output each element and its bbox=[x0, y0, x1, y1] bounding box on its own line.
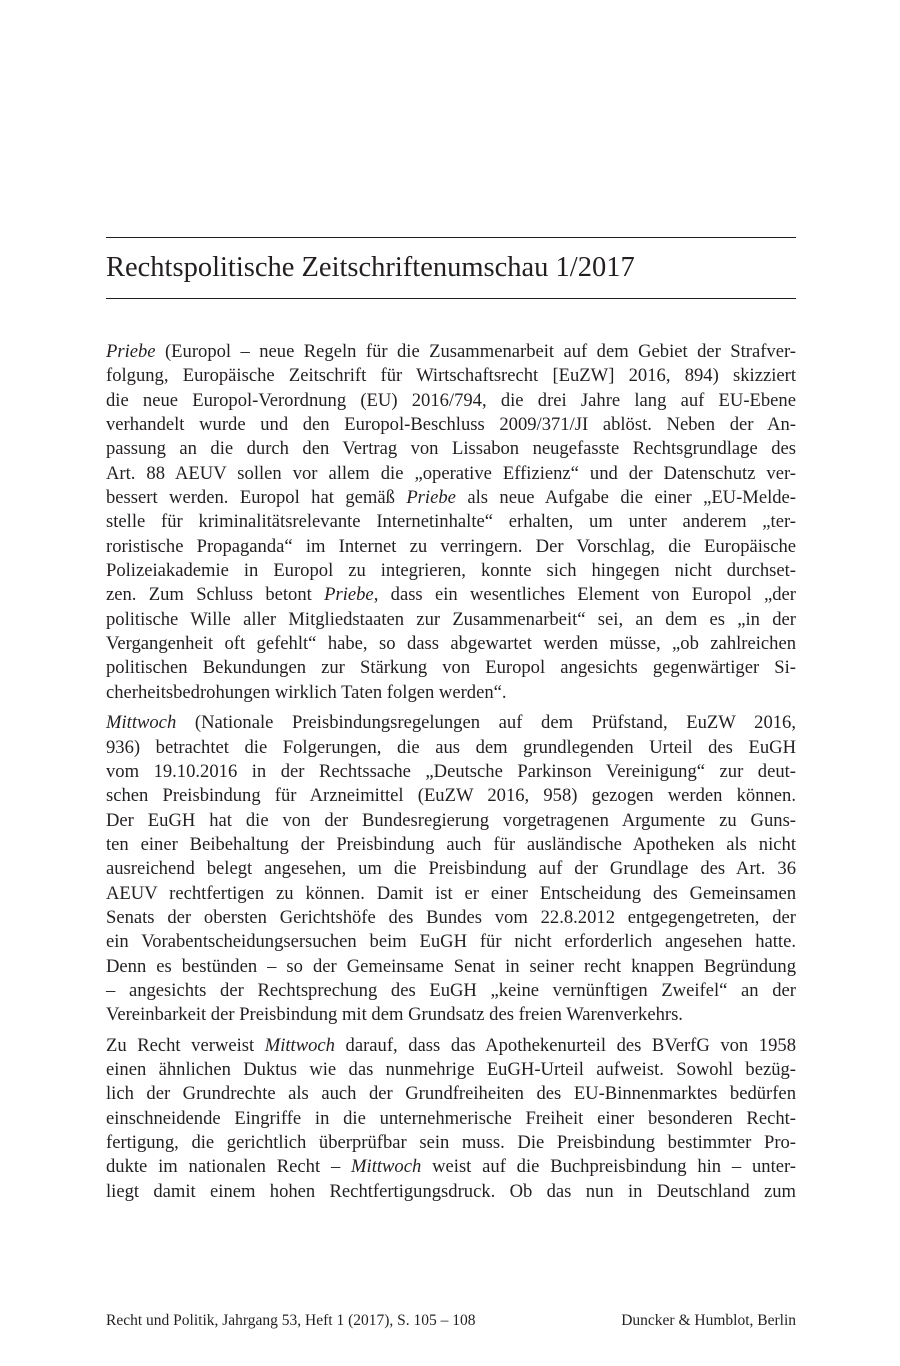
text-line bbox=[106, 510, 796, 534]
text-run: Polizeiakademie in Europol zu integrieren, konnte sich hingegen nicht durchset- bbox=[106, 560, 796, 582]
text-line bbox=[106, 1131, 796, 1155]
text-line bbox=[106, 711, 796, 735]
text-run: die neue Europol-Verordnung (EU) 2016/794, die drei Jahre lang auf EU-Ebene bbox=[106, 389, 796, 411]
paragraph-2 bbox=[106, 711, 796, 1027]
text-run: liegt damit einem hohen Rechtfertigungsdruck. Ob das nun in Deutschland zum bbox=[106, 1180, 796, 1202]
title-bottom-rule bbox=[106, 298, 796, 299]
text-run: – angesichts der Rechtsprechung des EuGH „keine vernünftigen Zweifel“ an der bbox=[106, 979, 796, 1001]
text-run: roristische Propaganda“ im Internet zu verringern. Der Vorschlag, die Europäische bbox=[106, 535, 796, 557]
text-run: als neue Aufgabe die einer „EU-Melde- bbox=[455, 487, 796, 509]
title-top-rule bbox=[106, 237, 796, 238]
text-run: politischen Bekundungen zur Stärkung von Europol angesichts gegenwärtiger Si- bbox=[106, 657, 796, 679]
text-line bbox=[106, 857, 796, 881]
text-run: Denn es bestünden – so der Gemeinsame Senat in seiner recht knappen Begründung bbox=[106, 955, 796, 977]
text-run: stelle für kriminalitätsrelevante Internetinhalte“ erhalten, um unter anderem „ter- bbox=[106, 511, 796, 533]
text-run: cherheitsbedrohungen wirklich Taten folgen werden“. bbox=[106, 681, 507, 703]
text-run: passung an die durch den Vertrag von Lissabon neugefasste Rechtsgrundlage des bbox=[106, 438, 796, 460]
text-line bbox=[106, 1155, 796, 1179]
text-run: schen Preisbindung für Arzneimittel (EuZW 2016, 958) gezogen werden können. bbox=[106, 785, 796, 807]
text-run: ten einer Beibehaltung der Preisbindung auch für ausländische Apotheken als nicht bbox=[106, 833, 796, 855]
text-line bbox=[106, 364, 796, 388]
text-line bbox=[106, 1180, 796, 1204]
text-run: Art. 88 AEUV sollen vor allem die „operative Effizienz“ und der Datenschutz ver- bbox=[106, 462, 796, 484]
text-line bbox=[106, 681, 796, 705]
author-name: Mittwoch bbox=[106, 712, 177, 734]
text-run: zen. Zum Schluss betont bbox=[106, 584, 325, 606]
text-line bbox=[106, 486, 796, 510]
text-line bbox=[106, 736, 796, 760]
text-run: Vergangenheit oft gefehlt“ habe, so dass abgewartet werden müsse, „ob zahlreichen bbox=[106, 633, 796, 655]
text-line bbox=[106, 462, 796, 486]
text-line bbox=[106, 1058, 796, 1082]
text-line bbox=[106, 632, 796, 656]
text-line bbox=[106, 1034, 796, 1058]
text-run: dukte im nationalen Recht – bbox=[106, 1156, 352, 1178]
author-name: Priebe bbox=[106, 341, 156, 362]
text-run: weist auf die Buchpreisbindung hin – unter- bbox=[421, 1156, 796, 1178]
text-line bbox=[106, 979, 796, 1003]
text-line bbox=[106, 760, 796, 784]
text-line bbox=[106, 833, 796, 857]
text-run: (Europol – neue Regeln für die Zusammenarbeit auf dem Gebiet der Strafver- bbox=[155, 341, 796, 362]
text-run: Vereinbarkeit der Preisbindung mit dem Grundsatz des freien Warenverkehrs. bbox=[106, 1004, 683, 1026]
page-title: Rechtspolitische Zeitschriftenumschau 1/2017 bbox=[106, 252, 635, 283]
text-run: ausreichend belegt angesehen, um die Preisbindung auf der Grundlage des Art. 36 bbox=[106, 858, 796, 880]
text-line bbox=[106, 1107, 796, 1131]
author-name: Mittwoch bbox=[351, 1156, 422, 1178]
text-line bbox=[106, 955, 796, 979]
text-run: AEUV rechtfertigen zu können. Damit ist er einer Entscheidung des Gemeinsamen bbox=[106, 882, 796, 904]
text-run: einen ähnlichen Duktus wie das nunmehrige EuGH-Urteil aufweist. Sowohl bezüg- bbox=[106, 1058, 796, 1080]
text-run: Senats der obersten Gerichtshöfe des Bundes vom 22.8.2012 entgegengetreten, der bbox=[106, 906, 796, 928]
text-line bbox=[106, 583, 796, 607]
paragraph-3 bbox=[106, 1034, 796, 1204]
text-line bbox=[106, 784, 796, 808]
text-line bbox=[106, 882, 796, 906]
text-run: (Nationale Preisbindungsregelungen auf dem Prüfstand, EuZW 2016, bbox=[176, 712, 796, 734]
text-run: Zu Recht verweist bbox=[106, 1034, 265, 1056]
text-line bbox=[106, 340, 796, 364]
text-run: , dass ein wesentliches Element von Europol „der bbox=[373, 584, 797, 606]
text-run: fertigung, die gerichtlich überprüfbar sein muss. Die Preisbindung bestimmter Pro- bbox=[106, 1132, 796, 1153]
text-line bbox=[106, 1082, 796, 1106]
text-line bbox=[106, 413, 796, 437]
text-run: Der EuGH hat die von der Bundesregierung vorgetragenen Argumente zu Guns- bbox=[106, 809, 796, 831]
text-run: bessert werden. Europol hat gemäß bbox=[106, 487, 407, 509]
text-line bbox=[106, 389, 796, 413]
footer-citation: Recht und Politik, Jahrgang 53, Heft 1 (2017), S. 105 – 108 bbox=[106, 1312, 476, 1329]
text-run: darauf, dass das Apothekenurteil des BVerfG von 1958 bbox=[334, 1034, 796, 1056]
text-run: politische Wille aller Mitgliedstaaten zur Zusammenarbeit“ sei, an dem es „in der bbox=[106, 608, 796, 630]
author-name: Mittwoch bbox=[264, 1034, 335, 1056]
paragraph-1 bbox=[106, 340, 796, 705]
footer-publisher: Duncker & Humblot, Berlin bbox=[621, 1312, 796, 1329]
text-line bbox=[106, 608, 796, 632]
text-run: 936) betrachtet die Folgerungen, die aus dem grundlegenden Urteil des EuGH bbox=[106, 736, 796, 758]
author-name: Priebe bbox=[406, 487, 456, 509]
text-line bbox=[106, 535, 796, 559]
text-run: folgung, Europäische Zeitschrift für Wirtschaftsrecht [EuZW] 2016, 894) skizziert bbox=[106, 365, 796, 387]
text-line bbox=[106, 906, 796, 930]
text-run: vom 19.10.2016 in der Rechtssache „Deutsche Parkinson Vereinigung“ zur deut- bbox=[106, 760, 796, 782]
article-body bbox=[106, 340, 796, 1210]
text-line bbox=[106, 809, 796, 833]
text-run: einschneidende Eingriffe in die unternehmerische Freiheit einer besonderen Recht- bbox=[106, 1107, 796, 1129]
text-line bbox=[106, 559, 796, 583]
text-run: ein Vorabentscheidungsersuchen beim EuGH für nicht erforderlich angesehen hatte. bbox=[106, 931, 796, 953]
text-line bbox=[106, 1003, 796, 1027]
text-run: verhandelt wurde und den Europol-Beschluss 2009/371/JI ablöst. Neben der An- bbox=[106, 414, 796, 436]
text-line bbox=[106, 656, 796, 680]
text-line bbox=[106, 437, 796, 461]
text-run: lich der Grundrechte als auch der Grundfreiheiten des EU-Binnenmarktes bedürfen bbox=[106, 1083, 796, 1105]
author-name: Priebe bbox=[324, 584, 374, 606]
text-line bbox=[106, 930, 796, 954]
